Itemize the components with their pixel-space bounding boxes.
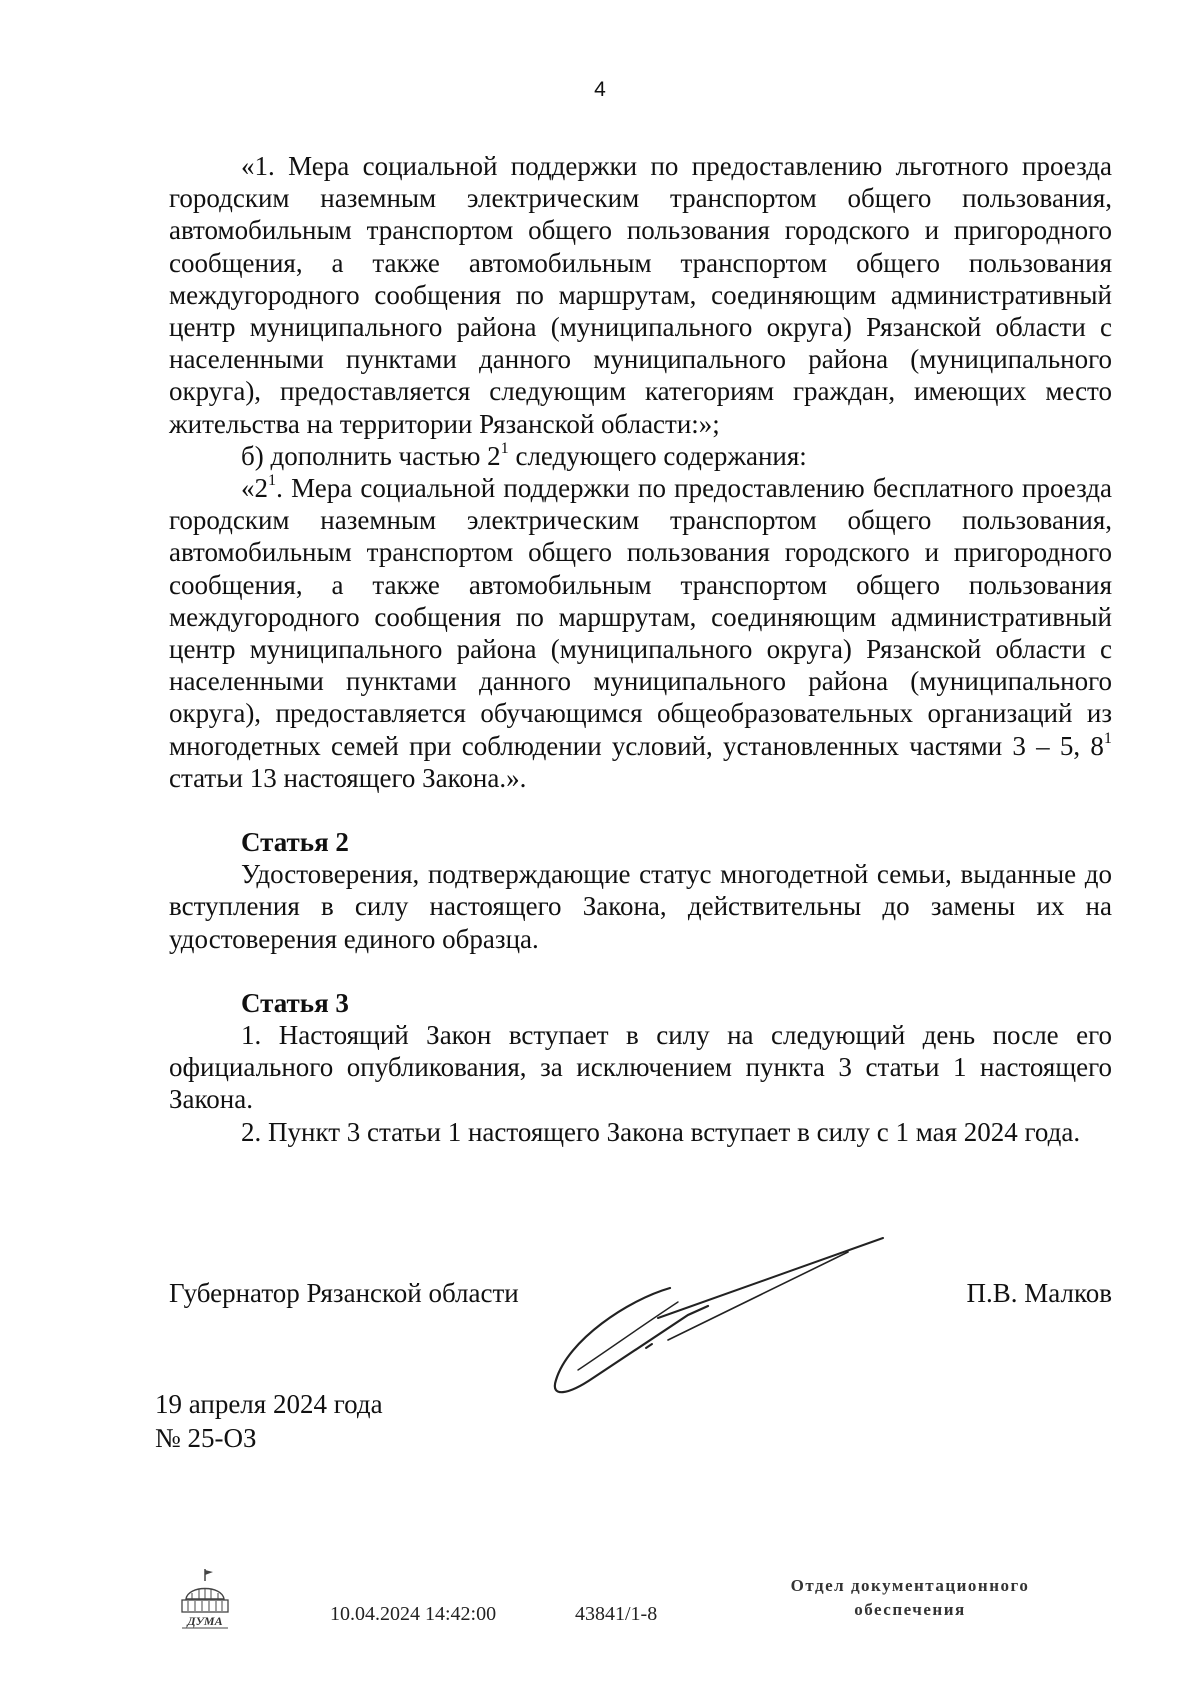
emblem-text: ДУМА [187,1614,223,1628]
article-2-text: Удостоверения, подтверждающие статус многодетной семьи, выданные до вступления в силу настоящего Закона, действительны до замены их на удостоверения единого образца. [169,859,1112,954]
article-3-item-2: 2. Пункт 3 статьи 1 настоящего Закона вступает в силу с 1 мая 2024 года. [241,1116,1081,1147]
department-line-2: обеспечения [854,1600,966,1619]
part2-1-lead: «2 [241,473,268,504]
duma-emblem-icon [176,1567,234,1633]
signing-date: 19 апреля 2024 года [155,1389,383,1419]
department-line-1: Отдел документационного [790,1576,1030,1595]
paragraph-amendment-b [169,440,1112,472]
paragraph-part2-1 [169,472,1112,794]
superscript: 1 [1103,729,1112,748]
article-2-heading: Статья 2 [241,827,349,858]
amendment-b-text: б) дополнить частью 2 [241,440,501,471]
page-number: 4 [594,78,606,101]
part2-1-tail: статьи 13 настоящего Закона.». [169,762,527,793]
superscript: 1 [500,439,509,458]
signatory-name: П.В. Малков [966,1278,1112,1308]
document-body [169,150,1112,1148]
amendment-b-tail: следующего содержания: [508,440,807,471]
department-stamp [760,1574,1060,1622]
handwritten-signature [548,1230,888,1405]
paragraph-part1: «1. Мера социальной поддержки по предоставлению льготного проезда городским наземным электрическим транспортом общего пользования, автомобильным транспортом общего пользования городского и пригородного сообщения, а также автомобильным транспортом общего пользования междугородного сообщения по маршрутам, соединяющим административный центр муниципального района (муниципального округа) Рязанской области с населенными пунктами данного муниципального района (муниципального округа), предоставляется следующим категориям граждан, имеющих место жительства на территории Рязанской области:»; [169,151,1112,439]
registration-id: 43841/1-8 [575,1603,658,1625]
spacer [169,794,1112,826]
superscript: 1 [268,471,277,490]
article-3-heading: Статья 3 [241,987,349,1018]
article-3-item-1: 1. Настоящий Закон вступает в силу на следующий день после его официального опубликования, за исключением пункта 3 статьи 1 настоящего Закона. [169,1020,1112,1115]
part2-1-text: . Мера социальной поддержки по предоставлению бесплатного проезда городским наземным электрическим транспортом общего пользования, автомобильным транспортом общего пользования городского и пригородного сообщения, а также автомобильным транспортом общего пользования междугородного сообщения по маршрутам, соединяющим административный центр муниципального района (муниципального округа) Рязанской области с населенными пунктами данного муниципального района (муниципального округа), предоставляется обучающимся общеобразовательных организаций из многодетных семей при соблюдении условий, установленных частями 3 – 5, 8 [169,473,1112,761]
law-number: № 25-ОЗ [155,1423,257,1453]
date-block [155,1387,383,1455]
spacer [169,955,1112,987]
signatory-title: Губернатор Рязанской области [169,1278,519,1308]
registration-timestamp: 10.04.2024 14:42:00 [330,1603,497,1625]
